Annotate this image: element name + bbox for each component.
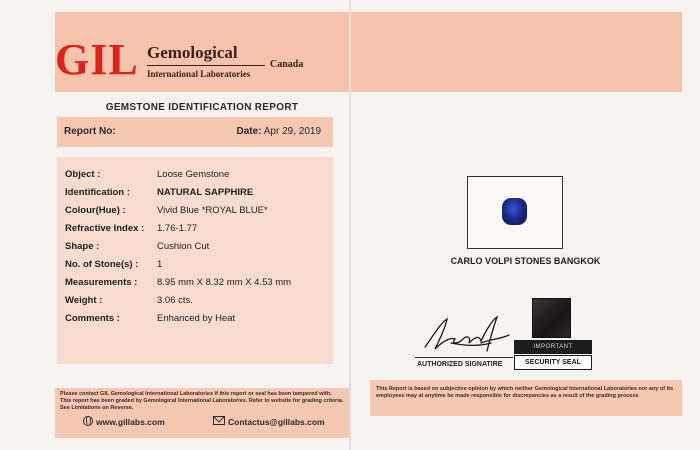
detail-label: Refractive Index : xyxy=(65,223,145,234)
detail-label: Measurements : xyxy=(65,277,138,288)
disclaimer-text: This Report is based on subjective opinion by which neither Gemological International Laboratories nor any of its employees may at anytime be made responsible for discrepancies as a result of the grading process xyxy=(376,386,674,399)
security-seal-sticker xyxy=(532,298,571,338)
logo-line1: Gemological xyxy=(147,43,238,62)
detail-value: 3.06 cts. xyxy=(157,295,193,306)
detail-label: Shape : xyxy=(65,241,100,252)
logo-line2: International Laboratories xyxy=(147,69,251,79)
signature-label: AUTHORIZED SIGNATIRE xyxy=(417,361,503,368)
logo-mark: GIL xyxy=(55,35,139,84)
logo-country: Canada xyxy=(270,59,304,70)
detail-value: Enhanced by Heat xyxy=(157,313,236,324)
vendor-name: CARLO VOLPI STONES BANGKOK xyxy=(450,256,601,266)
header-band-right xyxy=(351,12,682,92)
gemstone-photo xyxy=(502,198,527,225)
website-link[interactable] xyxy=(83,416,165,427)
detail-label: Object : xyxy=(65,169,101,180)
disclaimer-band xyxy=(370,380,682,416)
report-number-label: Report No: xyxy=(64,126,116,137)
seal-important: IMPORTANT xyxy=(514,340,592,354)
certificate-left-panel xyxy=(0,0,349,450)
logo-rule xyxy=(147,65,265,66)
details-box xyxy=(57,157,333,364)
detail-value: Vivid Blue *ROYAL BLUE* xyxy=(157,205,268,216)
security-seal-label: SECURITY SEAL xyxy=(514,355,592,370)
gemstone-photo-frame xyxy=(467,176,563,249)
globe-icon xyxy=(83,416,93,426)
tamper-notice: Please contact GIL Gemological International Laboratories if this report or seal has been tampered with. This report has been graded by Gemological International Laboratories. Refer to website for grading criteria. See Limitations on Reverse. xyxy=(60,391,344,411)
mail-icon xyxy=(213,416,225,425)
signature xyxy=(421,313,511,355)
detail-label: Colour(Hue) : xyxy=(65,205,126,216)
detail-label: No. of Stone(s) : xyxy=(65,259,139,270)
detail-value: 8.95 mm X 8.32 mm X 4.53 mm xyxy=(157,277,292,288)
detail-value: NATURAL SAPPHIRE xyxy=(157,187,254,198)
signature-rule xyxy=(415,357,513,358)
report-title: GEMSTONE IDENTIFICATION REPORT xyxy=(105,102,299,113)
detail-value: Loose Gemstone xyxy=(157,169,230,180)
detail-value: 1.76-1.77 xyxy=(157,223,198,234)
certificate-right-panel xyxy=(351,0,700,450)
email-text: Contactus@gillabs.com xyxy=(228,417,325,427)
detail-value: 1 xyxy=(157,259,163,270)
detail-label: Weight : xyxy=(65,295,103,306)
detail-label: Identification : xyxy=(65,187,130,198)
website-text: www.gillabs.com xyxy=(96,417,165,427)
report-number-bar xyxy=(57,117,333,147)
detail-label: Comments : xyxy=(65,313,120,324)
email-link[interactable] xyxy=(213,416,325,427)
footer-contact xyxy=(55,388,349,438)
detail-value: Cushion Cut xyxy=(157,241,210,252)
report-date xyxy=(236,126,321,137)
report-date-value: Apr 29, 2019 xyxy=(263,126,321,137)
report-date-label: Date: xyxy=(236,126,262,137)
